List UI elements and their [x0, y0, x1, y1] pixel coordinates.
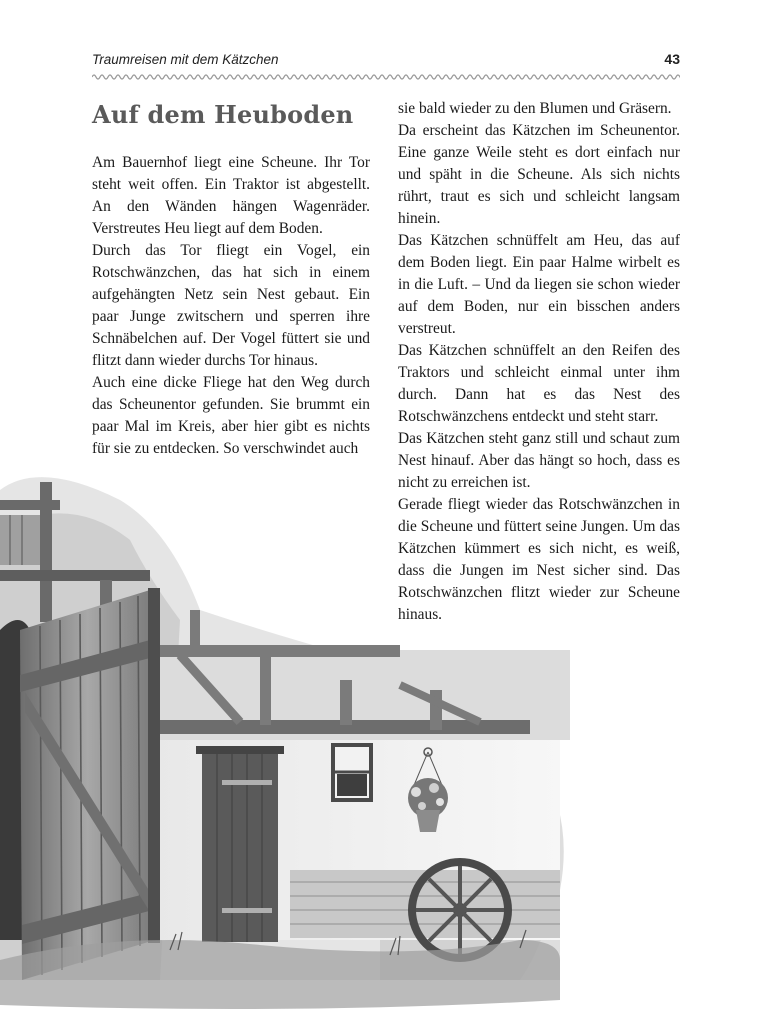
paragraph: Gerade fliegt wieder das Rotschwänzchen in die Scheune und füttert seine Jungen. Um das Kätzchen kümmert es sich nicht, es weiß, dass die Jungen im Nest sicher sind. Das Rotschwänzchen flitzt wieder zur Scheune hinaus. — [398, 496, 680, 623]
left-column — [92, 98, 370, 460]
paragraph: Durch das Tor fliegt ein Vogel, ein Rotschwänzchen, das hat sich in einem aufgehängten Netz sein Nest gebaut. Ein paar Junge zwitschern und sperren ihre Schnäbelchen auf. Der Vogel füttert sie und flitzt dann wieder durchs Tor hinaus. — [92, 242, 370, 369]
paragraph: Das Kätzchen schnüffelt am Heu, das auf dem Boden liegt. Ein paar Halme wirbelt es in die Luft. – Und da liegen sie schon wieder auf dem Boden, nur ein bisschen anders verstreut. — [398, 232, 680, 337]
paragraph: Da erscheint das Kätzchen im Scheunentor. Eine ganze Weile steht es dort einfach nur und späht in die Scheune. Als sich nichts rührt, traut es sich und schleicht langsam hinein. — [398, 122, 680, 227]
paragraph: Das Kätzchen steht ganz still und schaut zum Nest hinauf. Aber das hängt so hoch, dass es nicht zu erreichen ist. — [398, 430, 680, 491]
timber-beam — [150, 645, 400, 657]
page-number: 43 — [664, 51, 680, 67]
running-head — [92, 52, 680, 74]
barn-illustration — [0, 460, 768, 1020]
ground — [0, 940, 560, 1009]
paragraph: Das Kätzchen schnüffelt an den Reifen des Traktors und schleicht einmal unter ihm durch. Dann hat es das Nest des Rotschwänzchens entdeckt und steht starr. — [398, 342, 680, 425]
chapter-title: Auf dem Heuboden — [92, 100, 354, 129]
paragraph: sie bald wieder zu den Blumen und Gräsern. — [398, 100, 672, 117]
wagon-wheel-icon — [412, 862, 508, 958]
paragraph: Auch eine dicke Fliege hat den Weg durch das Scheunentor gefunden. Sie brummt ein paar Mal im Kreis, aber hier gibt es nichts für sie zu entdecken. So verschwindet auch — [92, 374, 370, 457]
paragraph: Am Bauernhof liegt eine Scheune. Ihr Tor steht weit offen. Ein Traktor ist abgestellt. An den Wänden hängen Wagenräder. Verstreutes Heu liegt auf dem Boden. — [92, 154, 370, 237]
running-title: Traumreisen mit dem Kätzchen — [92, 52, 279, 67]
wavy-divider — [92, 72, 680, 82]
